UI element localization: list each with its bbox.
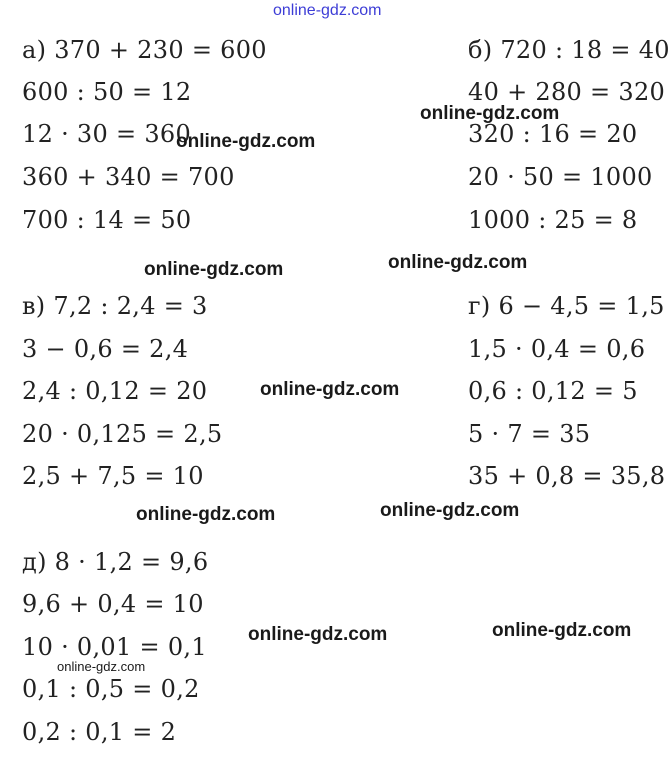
equation-line: 1,5 · 0,4 = 0,6 — [468, 335, 646, 363]
watermark-small: online-gdz.com — [57, 659, 146, 674]
equation-line: 40 + 280 = 320 — [468, 78, 666, 106]
equation-line: 9,6 + 0,4 = 10 — [22, 590, 204, 618]
equation-line: 5 · 7 = 35 — [468, 420, 591, 448]
equation-line: 0,1 : 0,5 = 0,2 — [22, 675, 200, 703]
equation-line: 600 : 50 = 12 — [22, 78, 192, 106]
equation-line: 2,5 + 7,5 = 10 — [22, 462, 204, 490]
equation-line: б) 720 : 18 = 40 — [468, 36, 670, 64]
equation-line: 35 + 0,8 = 35,8 — [468, 462, 666, 490]
equation-line: 1000 : 25 = 8 — [468, 206, 638, 234]
equation-line: 3 − 0,6 = 2,4 — [22, 335, 189, 363]
equation-line: в) 7,2 : 2,4 = 3 — [22, 292, 208, 320]
watermark: online-gdz.com — [144, 259, 284, 280]
watermark: online-gdz.com — [176, 131, 316, 152]
watermark: online-gdz.com — [260, 379, 400, 400]
watermark-top: online-gdz.com — [273, 2, 382, 19]
equation-line: а) 370 + 230 = 600 — [22, 36, 267, 64]
watermark: online-gdz.com — [136, 504, 276, 525]
watermark: online-gdz.com — [388, 252, 528, 273]
watermark: online-gdz.com — [492, 620, 632, 641]
equation-line: 700 : 14 = 50 — [22, 206, 192, 234]
equation-line: 20 · 0,125 = 2,5 — [22, 420, 223, 448]
equation-line: 360 + 340 = 700 — [22, 163, 235, 191]
equation-line: 2,4 : 0,12 = 20 — [22, 377, 208, 405]
equation-line: 12 · 30 = 360 — [22, 120, 192, 148]
equation-line: 320 : 16 = 20 — [468, 120, 638, 148]
watermark: online-gdz.com — [248, 624, 388, 645]
equation-line: 0,2 : 0,1 = 2 — [22, 718, 177, 746]
watermark: online-gdz.com — [380, 500, 520, 521]
equation-line: 20 · 50 = 1000 — [468, 163, 653, 191]
watermark: online-gdz.com — [420, 103, 560, 124]
equation-line: г) 6 − 4,5 = 1,5 — [468, 292, 665, 320]
equation-line: д) 8 · 1,2 = 9,6 — [22, 548, 209, 576]
equation-line: 0,6 : 0,12 = 5 — [468, 377, 638, 405]
equation-line: 10 · 0,01 = 0,1 — [22, 633, 207, 661]
